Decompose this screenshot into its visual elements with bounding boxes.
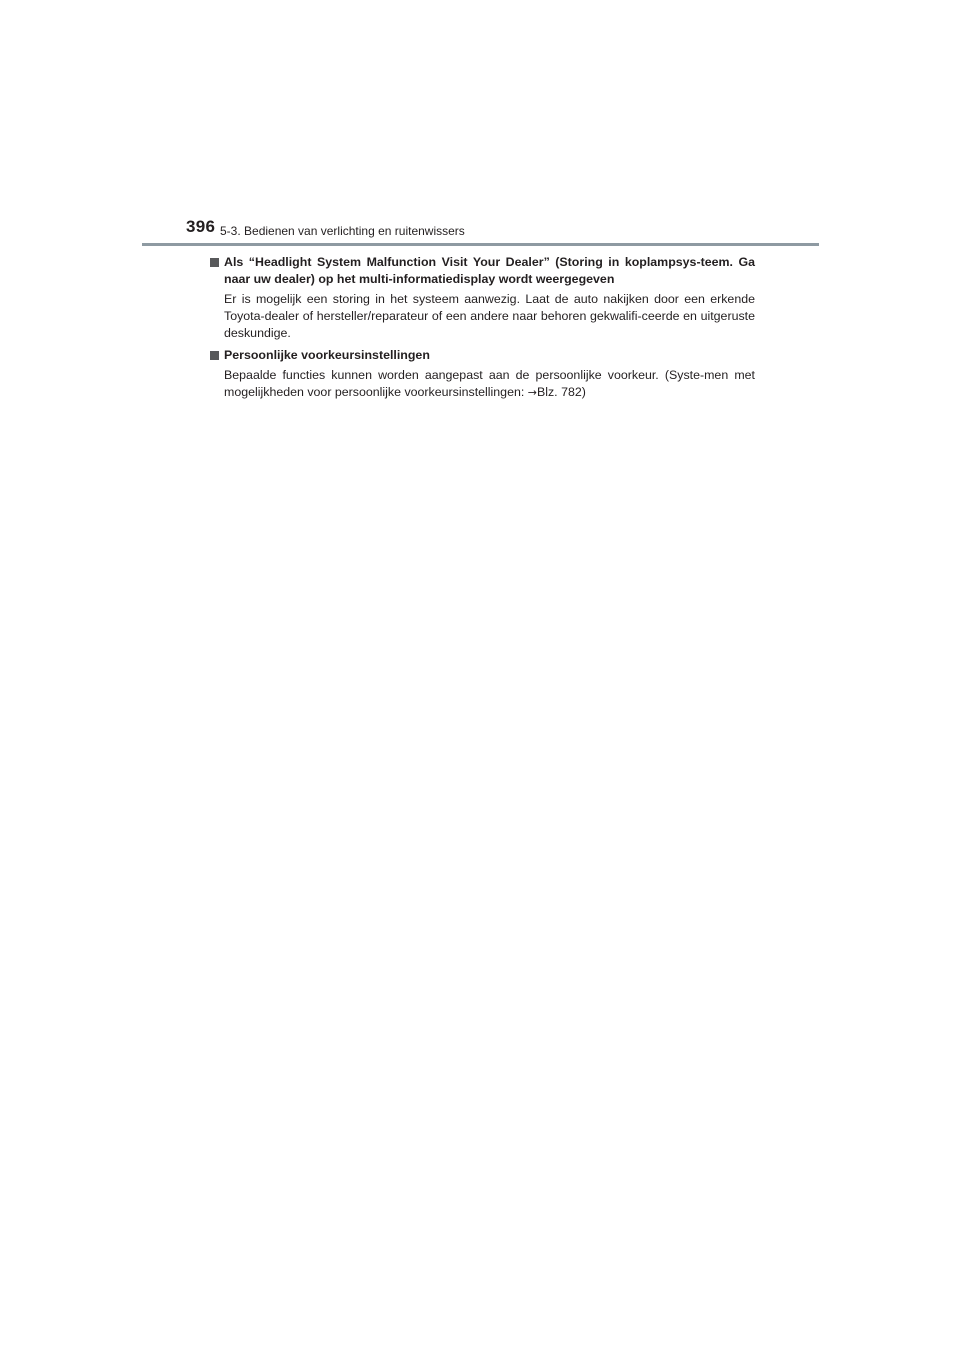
item-body-text: Bepaalde functies kunnen worden aangepast aan de persoonlijke voorkeur. (Syste-men met mogelijkheden voor persoonlijke voorkeursinstellingen: (224, 368, 755, 399)
item-headlight-malfunction (210, 254, 755, 342)
arrow-right-icon: → (527, 386, 537, 399)
item-title: Als “Headlight System Malfunction Visit Your Dealer” (Storing in koplampsys-teem. Ga naar uw dealer) op het multi-informatiedisplay wordt weergegeven (224, 255, 755, 286)
page-number: 396 (186, 217, 216, 236)
square-bullet-icon (210, 351, 219, 360)
page-reference-link[interactable]: Blz. 782) (536, 385, 586, 399)
item-body: Er is mogelijk een storing in het systeem aanwezig. Laat de auto nakijken door een erkende Toyota-dealer of hersteller/reparateur of een andere naar behoren gekwalifi-ceerde en uitgeruste deskundige. (224, 292, 755, 340)
section-header: 5-3. Bedienen van verlichting en ruitenwissers (220, 224, 465, 238)
item-title: Persoonlijke voorkeursinstellingen (224, 348, 430, 362)
header-rule (142, 243, 819, 246)
item-personal-settings (210, 347, 755, 401)
content (210, 254, 755, 406)
item-body (224, 367, 755, 401)
square-bullet-icon (210, 258, 219, 267)
